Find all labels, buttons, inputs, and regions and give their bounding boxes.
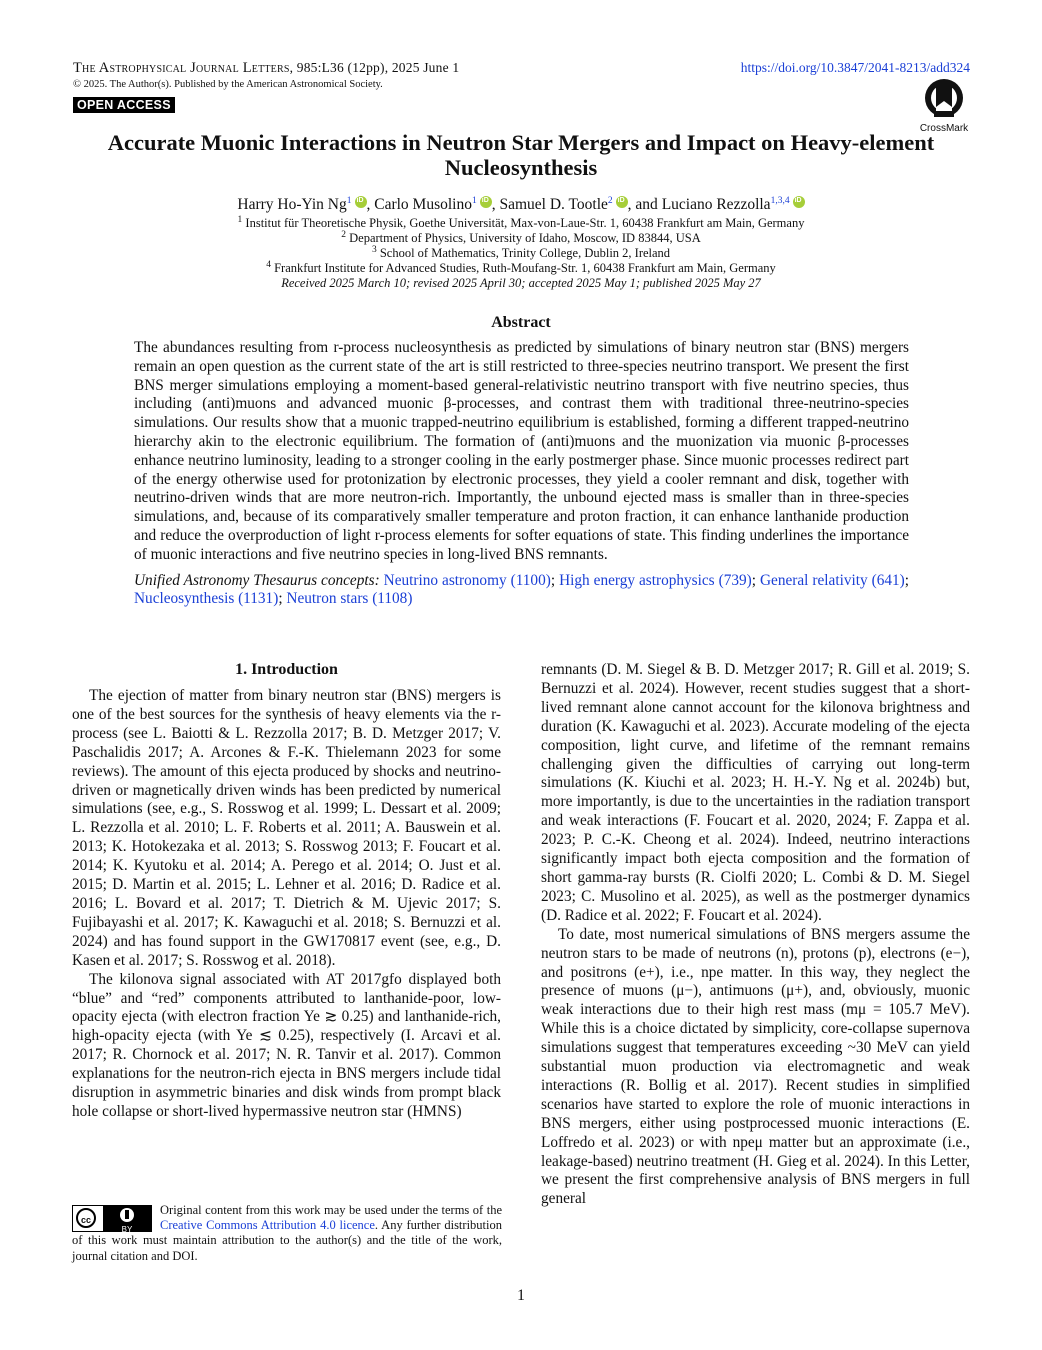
body-paragraph: To date, most numerical simulations of BNS mergers assume the neutron stars to be made of neutrons (n), protons (p), electrons (e−), and positrons (e+), i.e., npe matter. In this way, they neglect the presence of muons (μ−), antimuons (μ+), and, obviously, muonic weak interactions due to their high rest mass (mμ = 105.7 MeV). While this is a choice dictated by simplicity, core-collapse supernova simulations suggest that temperatures exceeding ~30 MeV can yield substantial muon production via electromagnetic and weak interactions (R. Bollig et al. 2017). Recent studies in simplified scenarios have started to explore the role of muonic interactions in BNS mergers, either using postprocessed muonic interactions (E. Loffredo et al. 2023) or with npeμ matter but an approximate (i.e., leakage-based) neutrino treatment (H. Gieg et al. 2024). In this Letter, we present the first comprehensive analysis of BNS mergers in full general bbox=[541, 925, 970, 1208]
copyright-notice: © 2025. The Author(s). Published by the American Astronomical Society. bbox=[73, 79, 383, 90]
abstract-text: The abundances resulting from r-process nucleosynthesis as predicted by simulations of binary neutron star (BNS) mergers remain an open question as the current state of the art is still restricted to three-species neutrino transport. We present the first BNS merger simulations employing a moment-based general-relativistic neutrino transport with five neutrino species, thus including (anti)muons and advanced muonic β-processes, and contrast them with traditional three-neutrino-species simulations. Our results show that a muonic trapped-neutrino equilibrium is established, forming a different trapped-neutrino hierarchy akin to the electronic equilibrium. The formation of (anti)muons and the muonization via muonic β-processes enhance neutrino luminosity, leading to a stronger cooling in the early postmerger phase. Since muonic processes redirect part of the energy otherwise used for protonization by electronic processes, they yield a cooler remnant and disk, together with neutrino-driven winds that are more neutron-rich. Importantly, the unbound ejected mass is smaller than in three-species simulations, and, because of its comparatively smaller temperature and proton fraction, it can enhance lanthanide production and reduce the overproduction of light r-process elements for softer equations of state. This finding underlines the importance of muonic interactions and five neutrino species in long-lived BNS remnants. bbox=[134, 339, 909, 563]
author-list bbox=[60, 196, 982, 214]
body-paragraph: The kilonova signal associated with AT 2017gfo displayed both “blue” and “red” components attributed to lanthanide-poor, low-opacity ejecta (with electron fraction Ye ≳ 0.25) and lanthanide-rich, high-opacity ejecta (with Ye ≲ 0.25), respectively (I. Arcavi et al. 2017; R. Chornock et al. 2017; N. R. Tanvir et al. 2017). Common explanations for the neutron-rich ejecta in BNS mergers include tidal disruption in asymmetric binaries and disk winds from prompt black hole collapse or short-lived hypermassive neutron star (HMNS) bbox=[72, 970, 501, 1120]
concepts-label: Unified Astronomy Thesaurus concepts: bbox=[134, 571, 380, 589]
orcid-icon[interactable] bbox=[480, 196, 492, 208]
author-separator: , bbox=[366, 196, 375, 213]
concept-link[interactable]: Neutrino astronomy (1100) bbox=[383, 571, 551, 589]
body-paragraph: The ejection of matter from binary neutron star (BNS) mergers is one of the best sources for the synthesis of heavy elements via the r-process (see L. Baiotti & L. Rezzolla 2017; B. D. Metzger 2017; V. Paschalidis 2017; A. Arcones & F.-K. Thielemann 2023 for some reviews). The amount of this ejecta produced by shocks and neutrino-driven or magnetically driven winds has been predicted by numerical simulations (see, e.g., S. Rosswog et al. 1999; L. Dessart et al. 2009; L. Rezzolla et al. 2010; L. F. Roberts et al. 2011; A. Bauswein et al. 2013; K. Hotokezaka et al. 2013; S. Rosswog 2013; F. Foucart et al. 2014; K. Kyutoku et al. 2014; A. Perego et al. 2014; O. Just et al. 2015; D. Martin et al. 2015; L. Lehner et al. 2016; D. Radice et al. 2016; L. Bovard et al. 2017; T. Dietrich & M. Ujevic 2017; S. Fujibayashi et al. 2017; K. Kawaguchi et al. 2018; S. Bernuzzi et al. 2024) and has found support in the GW170817 event (see, e.g., D. Kasen et al. 2017; S. Rosswog et al. 2018). bbox=[72, 687, 501, 969]
cc-by-license-icon[interactable] bbox=[72, 1205, 152, 1232]
journal-citation bbox=[73, 60, 459, 77]
orcid-icon[interactable] bbox=[355, 196, 367, 208]
license-link[interactable]: Creative Commons Attribution 4.0 licence bbox=[160, 1218, 375, 1233]
publication-dates: Received 2025 March 10; revised 2025 April 30; accepted 2025 May 1; published 2025 May 27 bbox=[281, 276, 761, 290]
affiliation: $^4$ Frankfurt Institute for Advanced Studies, Ruth-Moufang-Str. 1, 60438 Frankfurt am Main, Germany bbox=[266, 259, 776, 275]
affiliation: $^3$ School of Mathematics, Trinity College, Dublin 2, Ireland bbox=[371, 244, 671, 260]
author-name: Samuel D. Tootle bbox=[499, 196, 608, 213]
author-name: Harry Ho-Yin Ng bbox=[237, 196, 347, 213]
uat-concepts: Unified Astronomy Thesaurus concepts: Neutrino astronomy (1100); High energy astrophysics (739); General relativity (641); Nucleosynthesis (1131); Neutron stars (1108) bbox=[134, 571, 909, 608]
paper-title: Accurate Muonic Interactions in Neutron Star Mergers and Impact on Heavy-element Nucleosynthesis bbox=[107, 130, 935, 180]
affiliation: $^2$ Department of Physics, University of Idaho, Moscow, ID 83844, USA bbox=[341, 229, 701, 245]
concept-link[interactable]: Neutron stars (1108) bbox=[286, 590, 413, 608]
journal-name: The Astrophysical Journal Letters bbox=[73, 60, 290, 76]
concept-link[interactable]: Nucleosynthesis (1131) bbox=[134, 590, 279, 608]
crossmark-icon bbox=[921, 77, 967, 119]
left-column bbox=[72, 661, 501, 1122]
orcid-icon[interactable] bbox=[793, 196, 805, 208]
affiliation-ref[interactable]: 2 bbox=[607, 195, 613, 206]
concept-link[interactable]: High energy astrophysics (739) bbox=[559, 571, 752, 589]
section-heading: 1. Introduction bbox=[235, 661, 338, 678]
cc-icon: cc bbox=[76, 1208, 96, 1228]
abstract-heading: Abstract bbox=[491, 314, 551, 331]
right-column bbox=[541, 661, 970, 1209]
affiliation: $^1$ Institut für Theoretische Physik, Goethe Universität, Max-von-Laue-Str. 1, 60438 Frankfurt am Main, Germany bbox=[237, 214, 805, 230]
concept-link[interactable]: General relativity (641) bbox=[760, 571, 905, 589]
open-access-badge: OPEN ACCESS bbox=[73, 97, 175, 113]
body-paragraph: remnants (D. M. Siegel & B. D. Metzger 2017; R. Gill et al. 2019; S. Bernuzzi et al. 2024). However, recent studies suggest that a short-lived remnant alone cannot account for the kilonova brightness and duration (K. Kawaguchi et al. 2023). Accurate modeling of the ejecta composition, light curve, and lifetime of the remnant remains challenging given the difficulties of carrying out long-term simulations (K. Kiuchi et al. 2023; H. H.-Y. Ng et al. 2024b) but, more importantly, is due to the uncertainties in the radiation transport and weak interactions (F. Foucart et al. 2020, 2024; F. Zappa et al. 2023; P. C.-K. Cheong et al. 2024). Indeed, neutrino interactions significantly impact both ejecta composition and the formation of short gamma-ray bursts (R. Ciolfi 2020; L. Combi & D. M. Siegel 2023; C. Musolino et al. 2025), as well as the postmerger dynamics (D. Radice et al. 2022; F. Foucart et al. 2024). bbox=[541, 661, 970, 924]
page-number: 1 bbox=[517, 1287, 525, 1304]
affiliation-ref[interactable]: 1 bbox=[472, 195, 477, 206]
crossmark-button[interactable] bbox=[918, 77, 970, 134]
doi-link[interactable]: https://doi.org/10.3847/2041-8213/add324 bbox=[740, 60, 970, 75]
author-separator: , bbox=[491, 196, 500, 213]
author-name: Carlo Musolino bbox=[374, 196, 472, 213]
abstract bbox=[134, 339, 909, 609]
author-name: Luciano Rezzolla bbox=[661, 196, 771, 213]
license-notice: cc BY Original content from this work may be used under the terms of the Creative Commons Attribution 4.0 licence. Any further distribution of this work must maintain attribution to the author(s) and the title of the work, journal citation and DOI. bbox=[72, 1203, 502, 1263]
author-separator: , and bbox=[627, 196, 662, 213]
journal-volume: , 985:L36 (12pp), 2025 June 1 bbox=[289, 60, 460, 75]
crossmark-label: CrossMark bbox=[919, 123, 969, 134]
affiliation-list bbox=[60, 216, 982, 291]
by-icon: BY bbox=[103, 1206, 151, 1231]
affiliation-ref[interactable]: 1,3,4 bbox=[770, 195, 790, 206]
orcid-icon[interactable] bbox=[616, 196, 628, 208]
affiliation-ref[interactable]: 1 bbox=[346, 195, 352, 206]
